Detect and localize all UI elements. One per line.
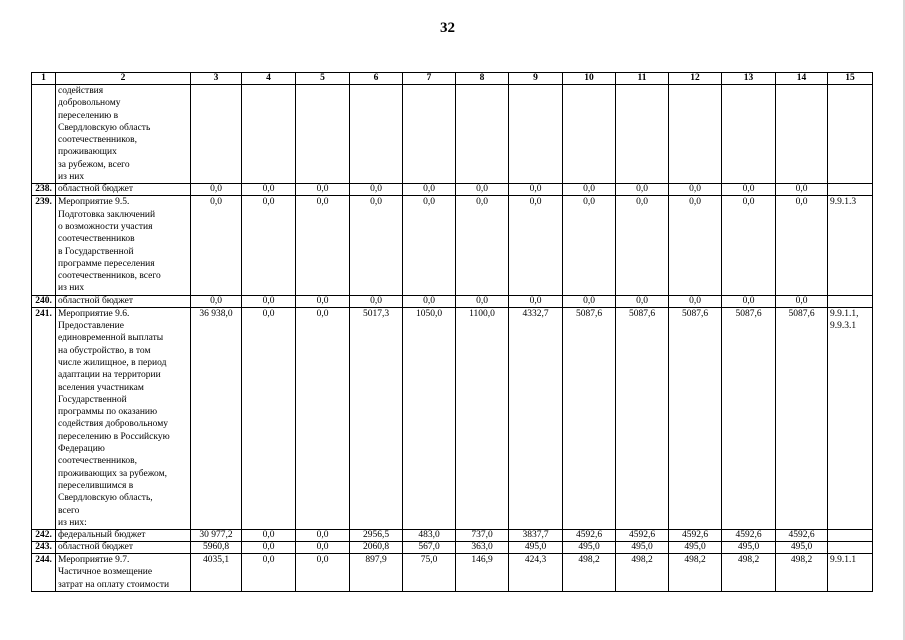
- value-cell: 0,0: [242, 554, 296, 592]
- value-cell: 498,2: [616, 554, 669, 592]
- value-cell: [722, 85, 776, 184]
- value-cell: [669, 85, 722, 184]
- value-cell: 5017,3: [350, 307, 403, 529]
- target-ref-cell: [828, 85, 873, 184]
- value-cell: 0,0: [296, 184, 350, 196]
- value-cell: 2956,5: [350, 530, 403, 542]
- row-label: областной бюджет: [56, 184, 191, 196]
- value-cell: 0,0: [296, 307, 350, 529]
- value-cell: [296, 85, 350, 184]
- value-cell: 0,0: [242, 295, 296, 307]
- row-label: областной бюджет: [56, 542, 191, 554]
- value-cell: 3837,7: [509, 530, 563, 542]
- value-cell: 0,0: [296, 554, 350, 592]
- value-cell: 4035,1: [191, 554, 242, 592]
- target-ref-cell: 9.9.1.1, 9.9.3.1: [828, 307, 873, 529]
- column-header: 8: [456, 73, 509, 85]
- value-cell: 4332,7: [509, 307, 563, 529]
- value-cell: 0,0: [509, 184, 563, 196]
- value-cell: 0,0: [509, 295, 563, 307]
- value-cell: 498,2: [669, 554, 722, 592]
- value-cell: 4592,6: [669, 530, 722, 542]
- value-cell: 495,0: [509, 542, 563, 554]
- value-cell: 0,0: [563, 196, 616, 295]
- value-cell: [191, 85, 242, 184]
- value-cell: 495,0: [669, 542, 722, 554]
- table-row: [32, 307, 873, 529]
- row-label: Мероприятие 9.6. Предоставление единовременной выплаты на обустройство, в том числе жилищное, в период адаптации на территории вселения участникам Государственной программы по оказанию содействия добровольному переселению в Российскую Федерацию соотечественников, проживающих за рубежом, переселившимся в Свердловскую область, всего из них:: [56, 307, 191, 529]
- target-ref-cell: [828, 184, 873, 196]
- column-header: 13: [722, 73, 776, 85]
- row-label: Мероприятие 9.5. Подготовка заключений о возможности участия соотечественников в Государственной программе переселения соотечественников, всего из них: [56, 196, 191, 295]
- value-cell: 0,0: [191, 196, 242, 295]
- column-header: 4: [242, 73, 296, 85]
- row-number: 244.: [32, 554, 56, 592]
- value-cell: 0,0: [242, 542, 296, 554]
- value-cell: 0,0: [456, 184, 509, 196]
- value-cell: 0,0: [563, 184, 616, 196]
- value-cell: 36 938,0: [191, 307, 242, 529]
- column-header: 2: [56, 73, 191, 85]
- table-row: [32, 554, 873, 592]
- value-cell: 4592,6: [616, 530, 669, 542]
- value-cell: 5087,6: [776, 307, 828, 529]
- value-cell: 0,0: [350, 184, 403, 196]
- value-cell: [456, 85, 509, 184]
- value-cell: 5960,8: [191, 542, 242, 554]
- row-label: содействия добровольному переселению в Свердловскую область соотечественников, проживающих за рубежом, всего из них: [56, 85, 191, 184]
- column-header: 7: [403, 73, 456, 85]
- value-cell: 483,0: [403, 530, 456, 542]
- value-cell: 0,0: [350, 295, 403, 307]
- column-header: 1: [32, 73, 56, 85]
- value-cell: 567,0: [403, 542, 456, 554]
- value-cell: 4592,6: [722, 530, 776, 542]
- row-number: 242.: [32, 530, 56, 542]
- value-cell: 2060,8: [350, 542, 403, 554]
- column-header: 14: [776, 73, 828, 85]
- table-row: [32, 530, 873, 542]
- table-row: [32, 542, 873, 554]
- value-cell: 0,0: [296, 542, 350, 554]
- value-cell: 0,0: [776, 196, 828, 295]
- value-cell: 0,0: [669, 295, 722, 307]
- table-row: [32, 85, 873, 184]
- target-ref-cell: [828, 295, 873, 307]
- value-cell: [563, 85, 616, 184]
- value-cell: [403, 85, 456, 184]
- value-cell: 1100,0: [456, 307, 509, 529]
- column-header: 6: [350, 73, 403, 85]
- value-cell: 146,9: [456, 554, 509, 592]
- value-cell: 0,0: [776, 295, 828, 307]
- value-cell: 5087,6: [722, 307, 776, 529]
- value-cell: 30 977,2: [191, 530, 242, 542]
- value-cell: 4592,6: [563, 530, 616, 542]
- value-cell: 0,0: [191, 295, 242, 307]
- column-header: 9: [509, 73, 563, 85]
- row-number: 243.: [32, 542, 56, 554]
- target-ref-cell: 9.9.1.3: [828, 196, 873, 295]
- value-cell: 0,0: [509, 196, 563, 295]
- value-cell: 0,0: [191, 184, 242, 196]
- row-label: областной бюджет: [56, 295, 191, 307]
- value-cell: 495,0: [776, 542, 828, 554]
- column-header: 5: [296, 73, 350, 85]
- value-cell: 424,3: [509, 554, 563, 592]
- value-cell: 363,0: [456, 542, 509, 554]
- target-ref-cell: 9.9.1.1: [828, 554, 873, 592]
- value-cell: 0,0: [296, 196, 350, 295]
- row-number: 240.: [32, 295, 56, 307]
- value-cell: 495,0: [722, 542, 776, 554]
- value-cell: 0,0: [563, 295, 616, 307]
- row-number: [32, 85, 56, 184]
- value-cell: [350, 85, 403, 184]
- value-cell: 0,0: [456, 196, 509, 295]
- budget-table: [31, 72, 873, 592]
- value-cell: 495,0: [616, 542, 669, 554]
- value-cell: 0,0: [722, 295, 776, 307]
- column-header: 10: [563, 73, 616, 85]
- value-cell: 0,0: [722, 196, 776, 295]
- column-header: 11: [616, 73, 669, 85]
- value-cell: 0,0: [776, 184, 828, 196]
- value-cell: [509, 85, 563, 184]
- row-label: федеральный бюджет: [56, 530, 191, 542]
- row-number: 239.: [32, 196, 56, 295]
- value-cell: 0,0: [242, 307, 296, 529]
- value-cell: 0,0: [456, 295, 509, 307]
- value-cell: 0,0: [403, 295, 456, 307]
- value-cell: 0,0: [403, 184, 456, 196]
- value-cell: 1050,0: [403, 307, 456, 529]
- value-cell: 5087,6: [616, 307, 669, 529]
- column-header: 15: [828, 73, 873, 85]
- page-number: 32: [440, 20, 455, 36]
- table-row: [32, 196, 873, 295]
- row-label: Мероприятие 9.7. Частичное возмещение затрат на оплату стоимости: [56, 554, 191, 592]
- value-cell: 0,0: [669, 196, 722, 295]
- column-header: 3: [191, 73, 242, 85]
- value-cell: 0,0: [722, 184, 776, 196]
- value-cell: 498,2: [563, 554, 616, 592]
- header-row: [32, 73, 873, 85]
- value-cell: 0,0: [350, 196, 403, 295]
- value-cell: 0,0: [616, 184, 669, 196]
- value-cell: 897,9: [350, 554, 403, 592]
- value-cell: 0,0: [403, 196, 456, 295]
- value-cell: 498,2: [776, 554, 828, 592]
- value-cell: 4592,6: [776, 530, 828, 542]
- value-cell: [616, 85, 669, 184]
- value-cell: 0,0: [616, 295, 669, 307]
- value-cell: 0,0: [242, 530, 296, 542]
- value-cell: 495,0: [563, 542, 616, 554]
- table-row: [32, 295, 873, 307]
- value-cell: 737,0: [456, 530, 509, 542]
- value-cell: 0,0: [669, 184, 722, 196]
- value-cell: 498,2: [722, 554, 776, 592]
- value-cell: 0,0: [242, 184, 296, 196]
- value-cell: 5087,6: [563, 307, 616, 529]
- table-body: [32, 73, 873, 592]
- target-ref-cell: [828, 530, 873, 542]
- column-header: 12: [669, 73, 722, 85]
- row-number: 238.: [32, 184, 56, 196]
- table-row: [32, 184, 873, 196]
- value-cell: 0,0: [616, 196, 669, 295]
- value-cell: 5087,6: [669, 307, 722, 529]
- value-cell: 0,0: [296, 295, 350, 307]
- value-cell: [242, 85, 296, 184]
- target-ref-cell: [828, 542, 873, 554]
- value-cell: 0,0: [242, 196, 296, 295]
- value-cell: [776, 85, 828, 184]
- value-cell: 0,0: [296, 530, 350, 542]
- row-number: 241.: [32, 307, 56, 529]
- value-cell: 75,0: [403, 554, 456, 592]
